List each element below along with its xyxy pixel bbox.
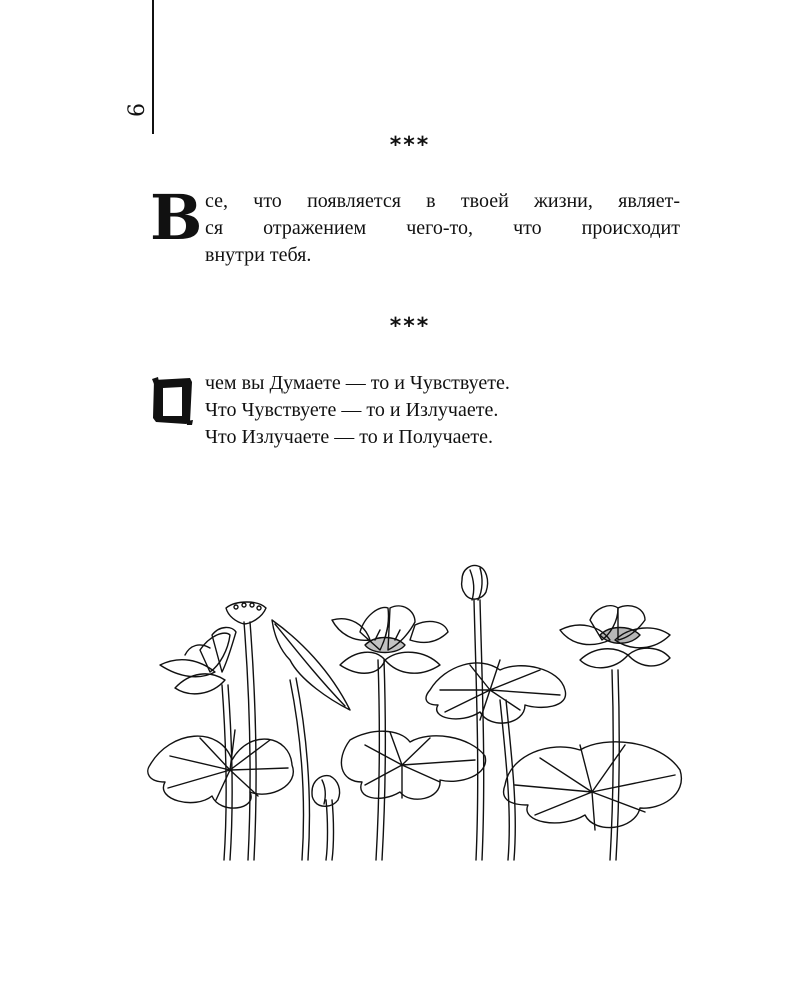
- margin-rule: [152, 0, 154, 134]
- lotus-bud-top: [462, 566, 488, 600]
- lily-pad-upper: [426, 660, 566, 723]
- section-separator: ***: [389, 314, 431, 339]
- page-number: 6: [125, 103, 150, 117]
- text-line: Что Излучаете — то и Получаете.: [205, 426, 493, 448]
- lotus-flower-right: [560, 606, 670, 668]
- lotus-seed-pod: [226, 602, 266, 624]
- lotus-flowers-illustration: [140, 560, 690, 870]
- lotus-flower-left: [160, 627, 236, 693]
- lily-pad-right: [504, 742, 682, 830]
- section-separator: ***: [389, 133, 431, 158]
- text-line: ся отражением чего-то, что происходит: [205, 217, 680, 239]
- curled-leaf: [272, 620, 350, 710]
- quote-block-1: [150, 181, 680, 269]
- text-line: Что Чувствуете — то и Излучаете.: [205, 399, 499, 421]
- lily-pad-left: [148, 730, 294, 808]
- quote-text: [205, 370, 680, 451]
- quote-text: [205, 188, 680, 269]
- quote-block-2: [150, 370, 680, 451]
- lily-pad-center: [341, 731, 485, 799]
- lotus-flower-center: [332, 606, 448, 673]
- text-line: се, что появляется в твоей жизни, являет-: [205, 190, 680, 212]
- text-line: чем вы Думаете — то и Чувствуете.: [205, 372, 510, 394]
- text-line: внутри тебя.: [205, 244, 312, 266]
- stems: [222, 600, 619, 860]
- dropcap-letter-o: [150, 376, 194, 426]
- dropcap-letter: В: [150, 181, 203, 254]
